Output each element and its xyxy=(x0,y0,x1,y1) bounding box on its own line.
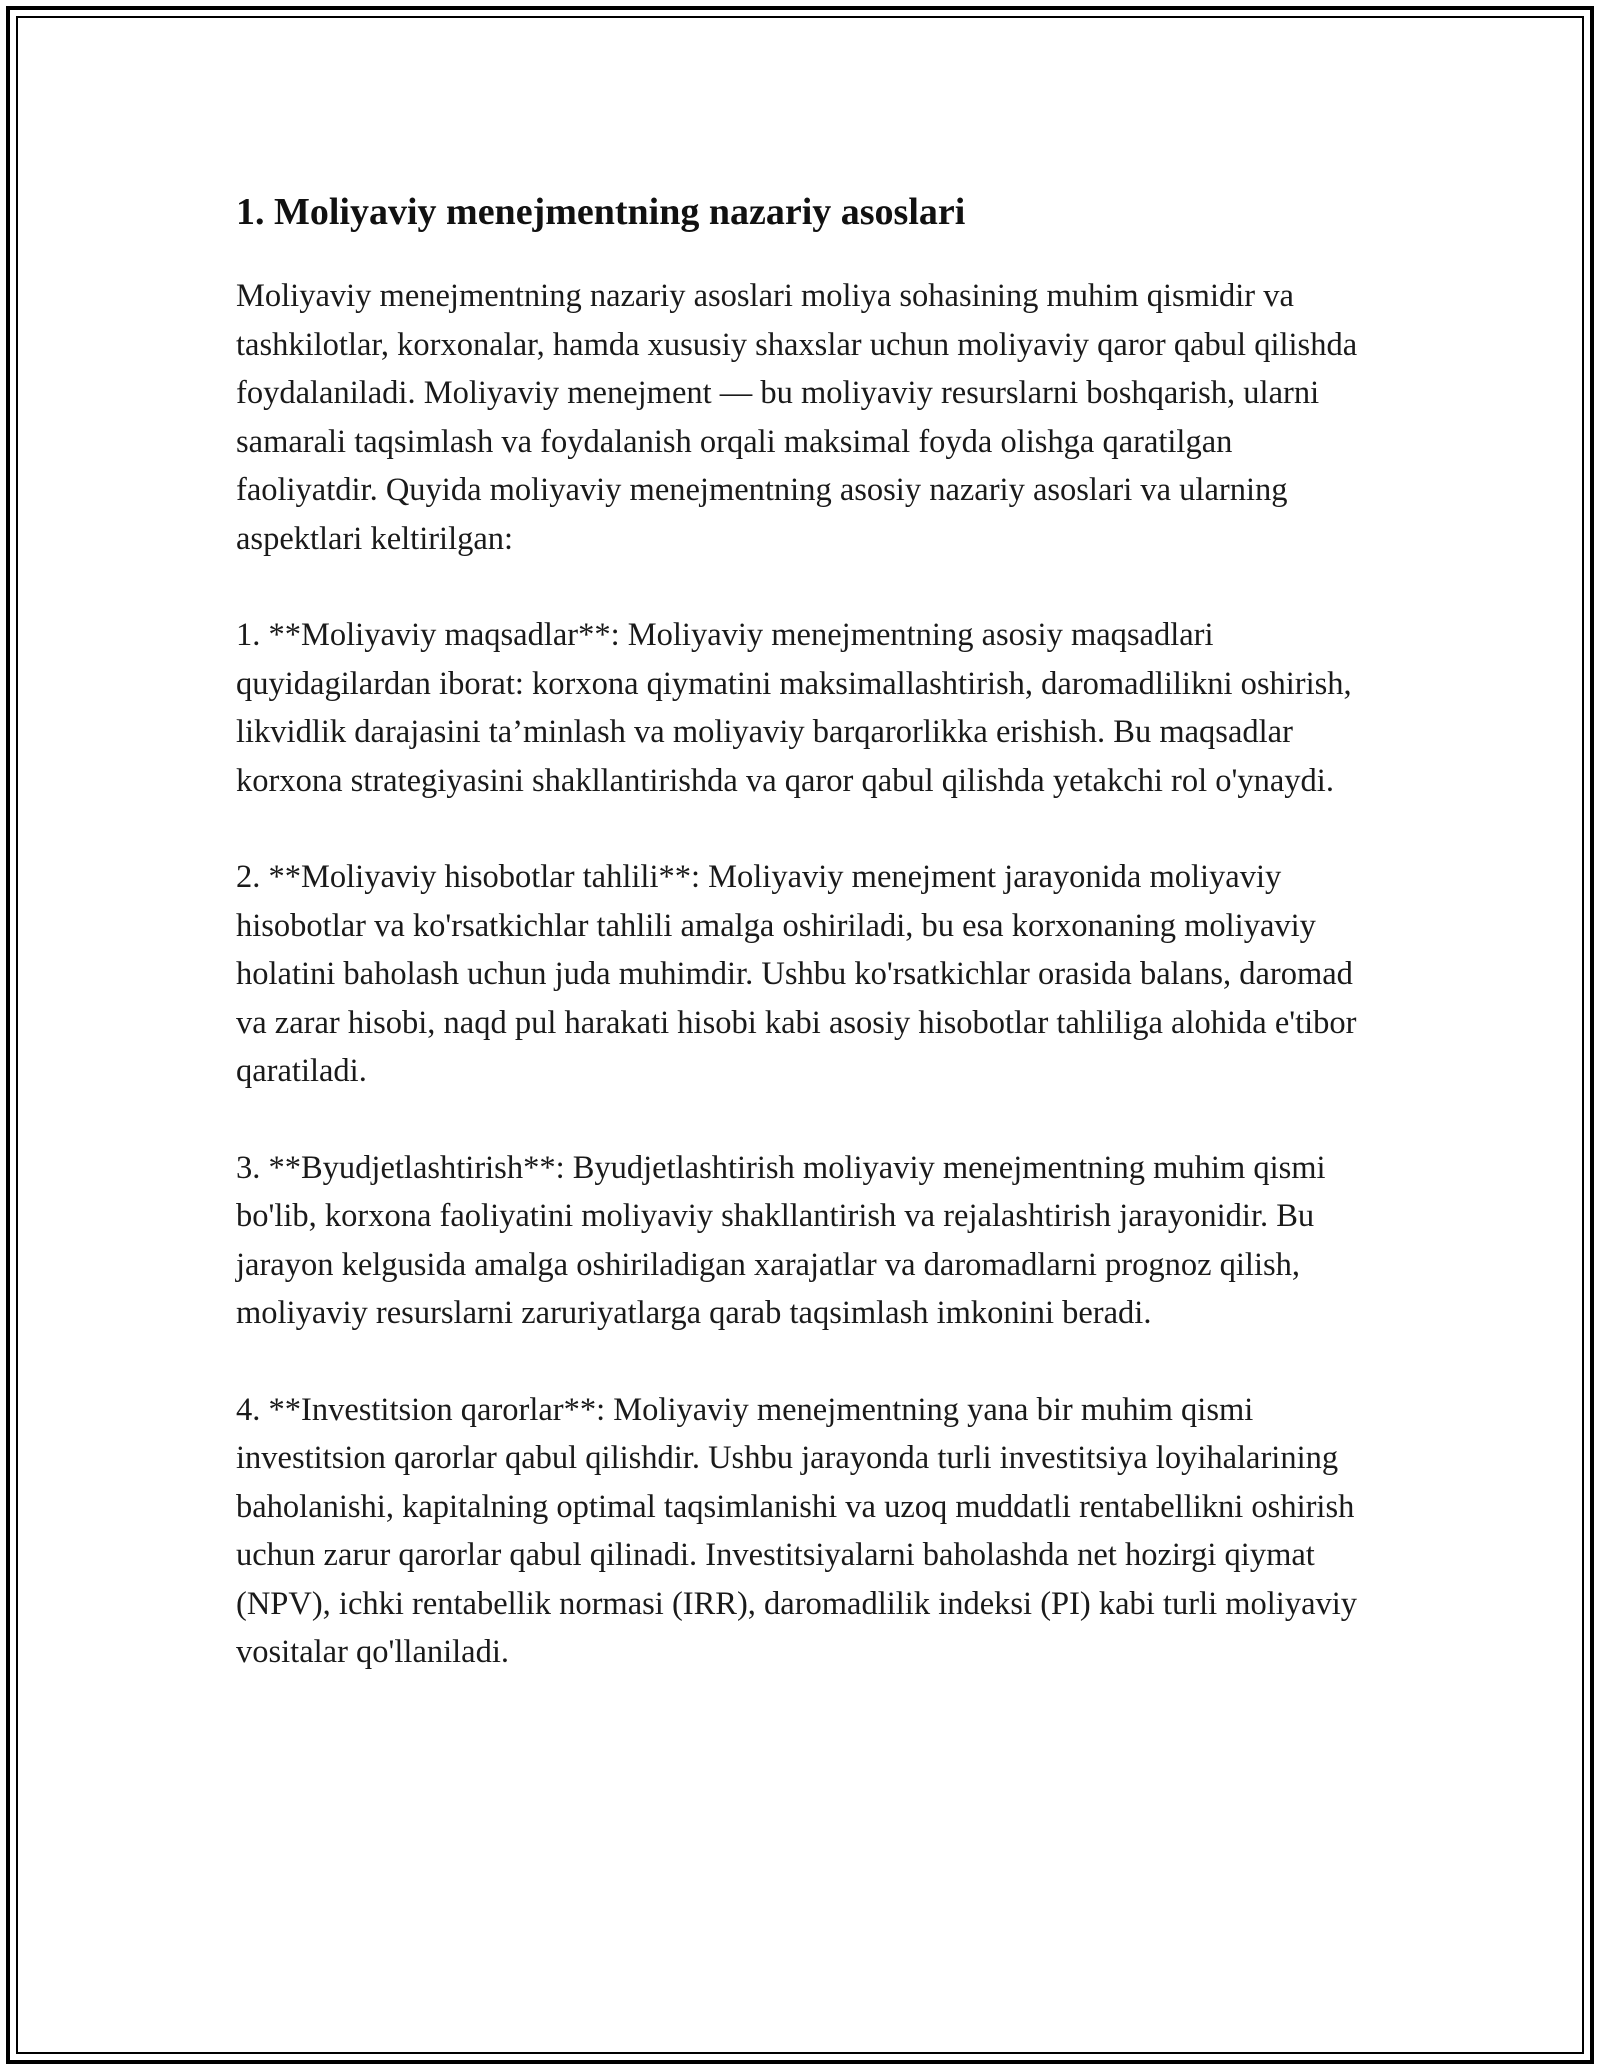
paragraph-budgeting: 3. **Byudjetlashtirish**: Byudjetlashtirish moliyaviy menejmentning muhim qismi bo'lib, korxona faoliyatini moliyaviy shakllantirish va rejalashtirish jarayonidir. Bu jarayon kelgusida amalga oshiriladigan xarajatlar va daromadlarni prognoz qilish, moliyaviy resurslarni zaruriyatlarga qarab taqsimlash imkonini beradi. xyxy=(236,1149,1326,1331)
intro-paragraph: Moliyaviy menejmentning nazariy asoslari moliya sohasining muhim qismidir va tashkilotlar, korxonalar, hamda xususiy shaxslar uchun moliyaviy qaror qabul qilishda foydalaniladi. Moliyaviy menejment — bu moliyaviy resurslarni boshqarish, ularni samarali taqsimlash va foydalanish orqali maksimal foyda olishga qaratilgan faoliyatdir. Quyida moliyaviy menejmentning asosiy nazariy asoslari va ularning aspektlari keltirilgan: xyxy=(236,278,1358,557)
document-title: 1. Moliyaviy menejmentning nazariy asoslari xyxy=(236,191,966,233)
document-body xyxy=(236,188,1376,1677)
paragraph-investment-decisions: 4. **Investitsion qarorlar**: Moliyaviy menejmentning yana bir muhim qismi investitsion qarorlar qabul qilishdir. Ushbu jarayonda turli investitsiya loyihalarining baholanishi, kapitalning optimal taqsimlanishi va uzoq muddatli rentabellikni oshirish uchun zarur qarorlar qabul qilinadi. Investitsiyalarni baholashda net hozirgi qiymat (NPV), ichki rentabellik normasi (IRR), daromadlilik indeksi (PI) kabi turli moliyaviy vositalar qo'llaniladi. xyxy=(236,1391,1358,1670)
paragraph-financial-statements-analysis: 2. **Moliyaviy hisobotlar tahlili**: Moliyaviy menejment jarayonida moliyaviy hisobotlar va ko'rsatkichlar tahlili amalga oshiriladi, bu esa korxonaning moliyaviy holatini baholash uchun juda muhimdir. Ushbu ko'rsatkichlar orasida balans, daromad va zarar hisobi, naqd pul harakati hisobi kabi asosiy hisobotlar tahliliga alohida e'tibor qaratiladi. xyxy=(236,859,1357,1089)
paragraph-financial-goals: 1. **Moliyaviy maqsadlar**: Moliyaviy menejmentning asosiy maqsadlari quyidagilardan iborat: korxona qiymatini maksimallashtirish, daromadlilikni oshirish, likvidlik darajasini ta’minlash va moliyaviy barqarorlikka erishish. Bu maqsadlar korxona strategiyasini shakllantirishda va qaror qabul qilishda yetakchi rol o'ynaydi. xyxy=(236,617,1352,799)
